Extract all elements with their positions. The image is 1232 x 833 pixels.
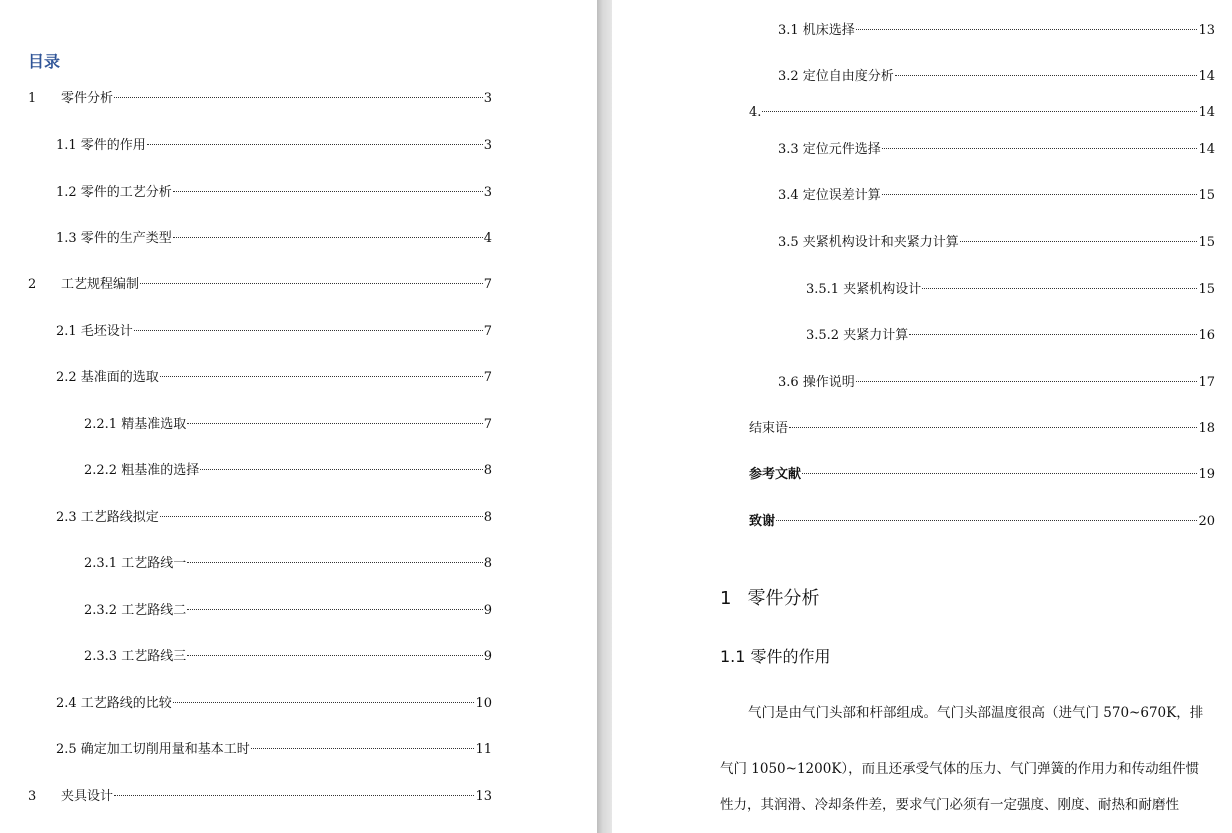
toc-entry-page: 18 — [1198, 421, 1215, 436]
toc-entry[interactable] — [778, 234, 1215, 252]
toc-entry[interactable] — [778, 374, 1215, 392]
toc-entry[interactable] — [56, 369, 492, 387]
toc-leader-dots — [187, 562, 483, 563]
toc-entry-label: 3.5 夹紧机构设计和夹紧力计算 — [778, 235, 959, 250]
toc-entry[interactable] — [56, 323, 492, 341]
toc-entry-page: 7 — [483, 277, 492, 292]
toc-leader-dots — [856, 381, 1198, 382]
toc-entry-label: 2.3.1 工艺路线一 — [84, 556, 187, 571]
page-gutter — [597, 0, 612, 833]
toc-entry-page: 4 — [483, 231, 492, 246]
toc-leader-dots — [776, 520, 1197, 521]
toc-entry-page: 7 — [483, 370, 492, 385]
toc-entry[interactable] — [84, 555, 492, 573]
toc-entry[interactable] — [806, 327, 1215, 345]
chapter-number: 1 — [720, 588, 732, 609]
toc-entry[interactable] — [749, 513, 1215, 531]
toc-entry[interactable] — [84, 462, 492, 480]
toc-leader-dots — [762, 111, 1197, 112]
toc-leader-dots — [200, 469, 483, 470]
chapter-heading — [720, 584, 819, 610]
toc-entry-label: 2.2.2 粗基准的选择 — [84, 463, 200, 478]
toc-entry-label: 2.3.3 工艺路线三 — [84, 649, 187, 664]
toc-entry-number: 1 — [28, 91, 37, 106]
toc-entry-number: 3 — [28, 789, 37, 804]
toc-entry-page: 19 — [1198, 467, 1215, 482]
toc-leader-dots — [789, 427, 1197, 428]
toc-entry-page: 16 — [1198, 328, 1215, 343]
toc-entry-label: 3.5.1 夹紧机构设计 — [806, 282, 922, 297]
toc-entry[interactable] — [56, 695, 492, 713]
toc-entry-number: 2 — [28, 277, 37, 292]
toc-entry-label: 2.1 毛坯设计 — [56, 324, 133, 339]
toc-entry-page: 15 — [1198, 188, 1215, 203]
toc-entry-page: 14 — [1198, 69, 1215, 84]
toc-entry-page: 20 — [1198, 514, 1215, 529]
toc-entry-label: 1.1 零件的作用 — [56, 138, 146, 153]
toc-leader-dots — [173, 237, 483, 238]
toc-entry-page: 15 — [1198, 282, 1215, 297]
toc-leader-dots — [909, 334, 1197, 335]
toc-entry[interactable] — [778, 68, 1215, 86]
toc-entry-label: 3.4 定位误差计算 — [778, 188, 881, 203]
toc-entry-label: 2.3.2 工艺路线二 — [84, 603, 187, 618]
toc-entry-page: 15 — [1198, 235, 1215, 250]
body-text-line: 性力，其润滑、冷却条件差，要求气门必须有一定强度、刚度、耐热和耐磨性 — [720, 797, 1179, 813]
toc-entry[interactable] — [56, 509, 492, 527]
toc-entry[interactable] — [749, 420, 1215, 438]
toc-entry-page: 14 — [1198, 142, 1215, 157]
toc-leader-dots — [114, 97, 483, 98]
toc-entry-page: 3 — [483, 185, 492, 200]
toc-entry[interactable] — [778, 187, 1215, 205]
toc-entry-page: 13 — [1198, 23, 1215, 38]
toc-entry[interactable] — [778, 22, 1215, 40]
toc-entry-page: 7 — [483, 324, 492, 339]
body-text-line: 气门是由气门头部和杆部组成。气门头部温度很高（进气门 570~670K，排 — [748, 705, 1204, 721]
toc-entry-label: 结束语 — [749, 421, 789, 436]
toc-entry[interactable] — [28, 90, 492, 108]
toc-leader-dots — [187, 423, 483, 424]
toc-entry-label: 1.3 零件的生产类型 — [56, 231, 172, 246]
toc-entry-page: 13 — [475, 789, 492, 804]
toc-entry[interactable] — [28, 788, 492, 806]
toc-leader-dots — [134, 330, 483, 331]
toc-leader-dots — [960, 241, 1198, 242]
toc-entry-page: 7 — [483, 417, 492, 432]
toc-entry-label: 3.5.2 夹紧力计算 — [806, 328, 909, 343]
toc-leader-dots — [922, 288, 1197, 289]
body-text-line: 气门 1050~1200K），而且还承受气体的压力、气门弹簧的作用力和传动组件惯 — [720, 761, 1200, 777]
toc-entry-label: 致谢 — [749, 514, 776, 529]
toc-entry-page: 11 — [475, 742, 492, 757]
toc-entry[interactable] — [56, 137, 492, 155]
toc-entry[interactable] — [84, 602, 492, 620]
toc-leader-dots — [802, 473, 1197, 474]
toc-entry[interactable] — [84, 648, 492, 666]
toc-entry-label: 3.6 操作说明 — [778, 375, 855, 390]
toc-entry-page: 8 — [483, 510, 492, 525]
toc-leader-dots — [895, 75, 1198, 76]
toc-leader-dots — [173, 191, 483, 192]
toc-entry[interactable] — [778, 141, 1215, 159]
toc-title: 目录 — [28, 52, 61, 71]
toc-entry[interactable] — [56, 184, 492, 202]
toc-leader-dots — [882, 194, 1198, 195]
toc-entry-page: 10 — [475, 696, 492, 711]
toc-entry-page: 9 — [483, 649, 492, 664]
toc-entry-label: 工艺规程编制 — [61, 277, 140, 292]
toc-entry[interactable] — [806, 281, 1215, 299]
toc-entry[interactable] — [28, 276, 492, 294]
toc-leader-dots — [173, 702, 475, 703]
toc-entry-label: 2.4 工艺路线的比较 — [56, 696, 172, 711]
section-heading: 1.1 零件的作用 — [720, 647, 831, 666]
toc-entry-label: 2.5 确定加工切削用量和基本工时 — [56, 742, 250, 757]
toc-entry-label: 零件分析 — [61, 91, 114, 106]
toc-entry-page: 8 — [483, 463, 492, 478]
toc-leader-dots — [882, 148, 1198, 149]
toc-entry-page: 8 — [483, 556, 492, 571]
toc-entry-label: 2.3 工艺路线拟定 — [56, 510, 159, 525]
toc-entry-label: 2.2.1 精基准选取 — [84, 417, 187, 432]
toc-leader-dots — [147, 144, 483, 145]
toc-entry-label: 参考文献 — [749, 467, 802, 482]
toc-leader-dots — [251, 748, 475, 749]
toc-entry-label: 2.2 基准面的选取 — [56, 370, 159, 385]
toc-entry-page: 17 — [1198, 375, 1215, 390]
toc-entry[interactable] — [749, 466, 1215, 484]
toc-entry-label: 夹具设计 — [61, 789, 114, 804]
toc-entry-page: 9 — [483, 603, 492, 618]
toc-leader-dots — [160, 516, 483, 517]
toc-leader-dots — [114, 795, 474, 796]
toc-entry-page: 3 — [483, 138, 492, 153]
toc-entry-page: 14 — [1198, 105, 1215, 120]
toc-entry[interactable] — [84, 416, 492, 434]
toc-entry-label: 4. — [749, 105, 762, 120]
toc-entry[interactable] — [749, 104, 1215, 122]
toc-leader-dots — [187, 655, 483, 656]
chapter-title: 零件分析 — [747, 588, 820, 609]
toc-leader-dots — [140, 283, 483, 284]
toc-leader-dots — [856, 29, 1198, 30]
toc-entry-label: 3.1 机床选择 — [778, 23, 855, 38]
toc-leader-dots — [187, 609, 483, 610]
toc-entry[interactable] — [56, 741, 492, 759]
toc-entry-page: 3 — [483, 91, 492, 106]
toc-entry-label: 3.2 定位自由度分析 — [778, 69, 894, 84]
toc-entry-label: 1.2 零件的工艺分析 — [56, 185, 172, 200]
left-page — [0, 0, 597, 833]
toc-leader-dots — [160, 376, 483, 377]
toc-entry-label: 3.3 定位元件选择 — [778, 142, 881, 157]
toc-entry[interactable] — [56, 230, 492, 248]
